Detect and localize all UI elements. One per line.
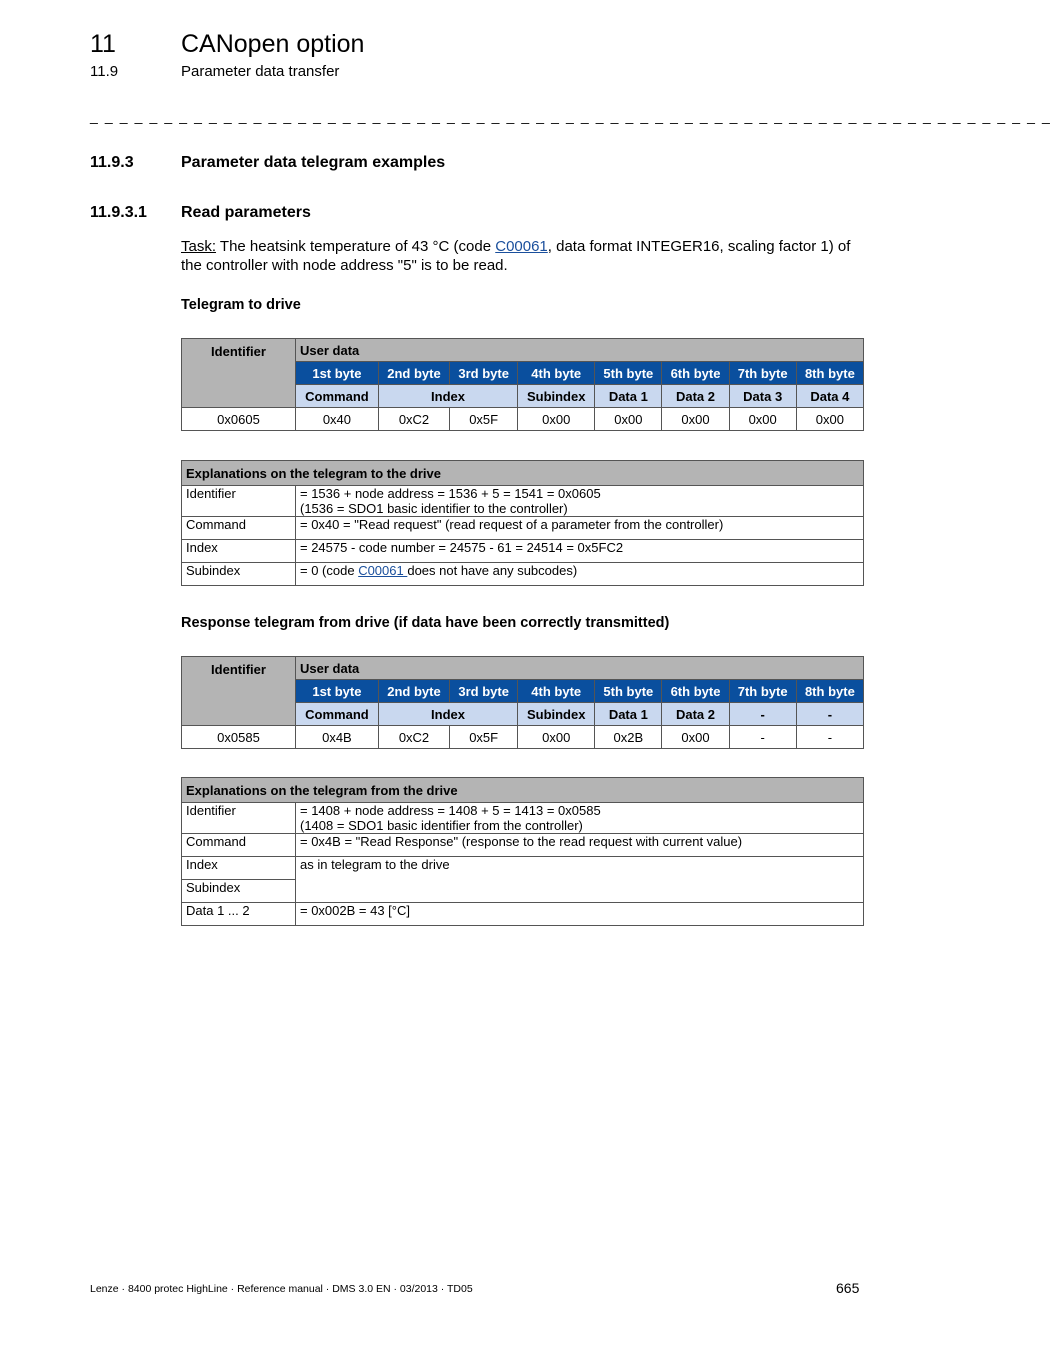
byte-header: 1st byte (296, 680, 379, 703)
field-data: Data 1 (595, 703, 662, 726)
value-cell: 0xC2 (378, 726, 449, 749)
telegram-to-drive-table (181, 338, 864, 431)
row-text: as in telegram to the drive (296, 857, 864, 903)
row-text (296, 563, 864, 586)
value-cell: - (729, 726, 796, 749)
explanations-to-drive-table (181, 460, 864, 586)
field-data: Data 3 (729, 385, 796, 408)
byte-header: 5th byte (595, 680, 662, 703)
byte-header: 1st byte (296, 362, 379, 385)
code-link-c00061[interactable]: C00061 (358, 563, 408, 578)
section-number: 11.9 (90, 63, 119, 80)
field-command: Command (296, 703, 379, 726)
row-label: Data 1 ... 2 (182, 903, 296, 926)
row-label: Command (182, 834, 296, 857)
value-cell: 0x00 (662, 408, 729, 431)
field-data: - (729, 703, 796, 726)
byte-header: 6th byte (662, 362, 729, 385)
value-cell: 0x5F (450, 408, 518, 431)
byte-header: 7th byte (729, 680, 796, 703)
row-label: Subindex (182, 880, 296, 903)
byte-header: 4th byte (518, 362, 595, 385)
col-user-data: User data (296, 339, 864, 362)
telegram-to-drive-heading: Telegram to drive (181, 297, 301, 313)
identifier-line-2: (1408 = SDO1 basic identifier from the controller) (300, 818, 583, 833)
section-title: Parameter data transfer (181, 63, 340, 80)
value-cell: 0x00 (595, 408, 662, 431)
value-cell: 0x00 (662, 726, 729, 749)
chapter-title: CANopen option (181, 30, 365, 58)
code-link-c00061[interactable]: C00061 (495, 238, 548, 255)
value-cell: 0x00 (518, 408, 595, 431)
value-cell: 0x5F (450, 726, 518, 749)
field-data: Data 2 (662, 703, 729, 726)
value-cell: 0x40 (296, 408, 379, 431)
field-data: Data 4 (796, 385, 863, 408)
byte-header: 2nd byte (378, 362, 449, 385)
value-cell: - (796, 726, 863, 749)
field-index: Index (378, 385, 517, 408)
subindex-text-pre: = 0 (code (300, 563, 359, 578)
byte-header: 3rd byte (450, 362, 518, 385)
field-subindex: Subindex (518, 703, 595, 726)
row-label: Index (182, 857, 296, 880)
subindex-text-post: does not have any subcodes) (407, 563, 578, 578)
row-label: Identifier (182, 486, 296, 517)
row-text: = 24575 - code number = 24575 - 61 = 24514 = 0x5FC2 (296, 540, 864, 563)
value-cell: 0x00 (796, 408, 863, 431)
row-label: Identifier (182, 803, 296, 834)
row-text (296, 803, 864, 834)
task-label: Task: (181, 238, 217, 255)
value-cell: 0x00 (729, 408, 796, 431)
row-text: = 0x002B = 43 [°C] (296, 903, 864, 926)
row-text: = 0x4B = "Read Response" (response to the read request with current value) (296, 834, 864, 857)
byte-header: 5th byte (595, 362, 662, 385)
byte-header: 8th byte (796, 362, 863, 385)
field-data: Data 2 (662, 385, 729, 408)
row-label: Subindex (182, 563, 296, 586)
heading-3-number: 11.9.3 (90, 154, 134, 171)
field-data: - (796, 703, 863, 726)
value-cell: 0xC2 (378, 408, 449, 431)
response-telegram-table (181, 656, 864, 749)
row-label: Command (182, 517, 296, 540)
chapter-number: 11 (90, 30, 116, 58)
row-label: Index (182, 540, 296, 563)
byte-header: 8th byte (796, 680, 863, 703)
value-cell: 0x0585 (182, 726, 296, 749)
col-identifier: Identifier (182, 339, 296, 408)
field-index: Index (378, 703, 517, 726)
field-command: Command (296, 385, 379, 408)
heading-3-title: Parameter data telegram examples (181, 154, 446, 171)
byte-header: 2nd byte (378, 680, 449, 703)
byte-header: 4th byte (518, 680, 595, 703)
heading-4-number: 11.9.3.1 (90, 204, 147, 221)
field-subindex: Subindex (518, 385, 595, 408)
field-data: Data 1 (595, 385, 662, 408)
response-telegram-heading: Response telegram from drive (if data have been correctly transmitted) (181, 615, 670, 631)
task-paragraph (181, 237, 865, 275)
col-user-data: User data (296, 657, 864, 680)
heading-4-title: Read parameters (181, 204, 311, 221)
row-text: = 0x40 = "Read request" (read request of a parameter from the controller) (296, 517, 864, 540)
value-cell: 0x0605 (182, 408, 296, 431)
identifier-line-1: = 1536 + node address = 1536 + 5 = 1541 = 0x0605 (300, 486, 601, 501)
col-identifier: Identifier (182, 657, 296, 726)
explanations-header: Explanations on the telegram to the drive (182, 461, 864, 486)
page-number: 665 (836, 1280, 860, 1296)
row-text (296, 486, 864, 517)
header-separator: _ _ _ _ _ _ _ _ _ _ _ _ _ _ _ _ _ _ _ _ _ _ _ _ _ _ _ _ _ _ _ _ _ _ _ _ _ _ _ _ _ _ _ _ _ _ _ _ _ _ _ _ _ _ _ _ _ _ _ _ _ _ _ _ _ (90, 108, 1051, 124)
byte-header: 3rd byte (450, 680, 518, 703)
explanations-from-drive-table (181, 777, 864, 926)
explanations-header: Explanations on the telegram from the drive (182, 778, 864, 803)
identifier-line-2: (1536 = SDO1 basic identifier to the controller) (300, 501, 568, 516)
value-cell: 0x00 (518, 726, 595, 749)
footer-text: Lenze · 8400 protec HighLine · Reference manual · DMS 3.0 EN · 03/2013 · TD05 (90, 1283, 473, 1295)
identifier-line-1: = 1408 + node address = 1408 + 5 = 1413 = 0x0585 (300, 803, 601, 818)
byte-header: 7th byte (729, 362, 796, 385)
value-cell: 0x4B (296, 726, 379, 749)
task-text-2: , data format INTEGER16, scaling factor 1) of the controller with node address "5" is to be read. (181, 238, 851, 274)
byte-header: 6th byte (662, 680, 729, 703)
task-text-1: The heatsink temperature of 43 °C (code (216, 238, 496, 255)
value-cell: 0x2B (595, 726, 662, 749)
